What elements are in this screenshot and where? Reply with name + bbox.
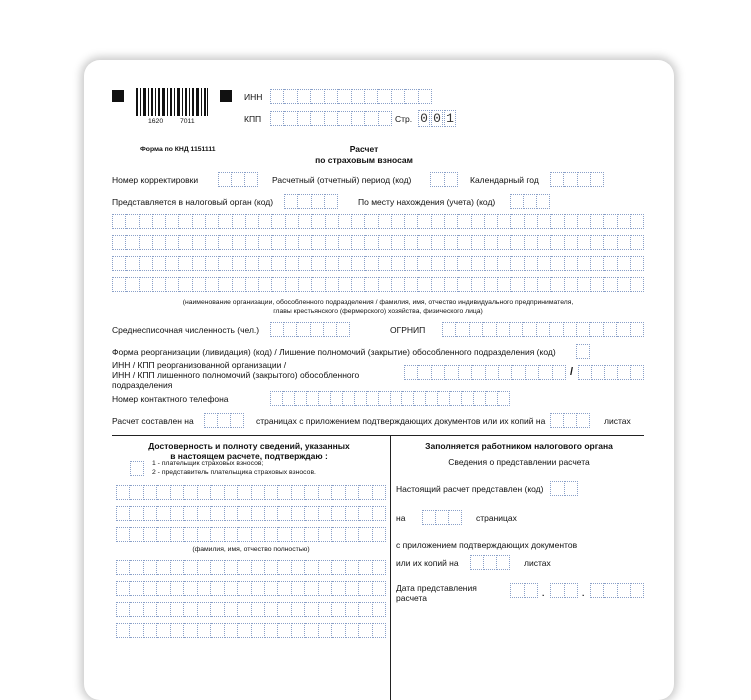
submitted-code-field[interactable]: [550, 481, 578, 496]
org-rep-row-1[interactable]: [116, 560, 386, 575]
reorg-slash: /: [570, 366, 574, 378]
registration-marker-right: [220, 90, 232, 102]
form-code: Форма по КНД 1151111: [140, 146, 216, 153]
page-digit-2: 0: [431, 110, 443, 127]
calendar-year-field[interactable]: [550, 172, 604, 187]
section-divider: [112, 435, 644, 436]
reorg-form-label: Форма реорганизации (ливидация) (код) / Лишение полномочий (закрытие) обособленного подразделения (код): [112, 347, 556, 357]
fio-row-1[interactable]: [116, 485, 386, 500]
composed-on-label: Расчет составлен на: [112, 416, 194, 426]
page-digit-1: 0: [418, 110, 430, 127]
form-sheet: [84, 60, 674, 700]
avg-headcount-field[interactable]: [270, 322, 350, 337]
phone-field[interactable]: [270, 391, 510, 406]
kpp-label: КПП: [244, 114, 262, 124]
date-month-field[interactable]: [550, 583, 578, 598]
barcode: [136, 88, 208, 116]
location-field[interactable]: [510, 194, 550, 209]
phone-label: Номер контактного телефона: [112, 394, 229, 404]
inn-label: ИНН: [244, 92, 263, 102]
confirm-title-line2: в настоящем расчете, подтверждаю :: [170, 451, 328, 461]
reporting-period-field[interactable]: [430, 172, 458, 187]
reporting-period-label: Расчетный (отчетный) период (код): [272, 175, 412, 185]
date-label-line1: Дата представления: [396, 583, 477, 593]
pages-label: страницах: [476, 513, 517, 523]
signer-option-1: 1 - плательщик страховых взносов;: [152, 460, 264, 467]
org-rep-row-4[interactable]: [116, 623, 386, 638]
sheets-label: листах: [604, 416, 631, 426]
date-label-line2: расчета: [396, 593, 428, 603]
tax-office-subtitle: Сведения о представлении расчета: [448, 457, 590, 467]
confirm-title-line1: Достоверность и полноту сведений, указанных: [148, 441, 350, 451]
page-label: Стр.: [395, 114, 413, 124]
barcode-number-right: 7011: [180, 118, 195, 125]
tax-sheets-label: листах: [524, 558, 551, 568]
correction-number-label: Номер корректировки: [112, 175, 199, 185]
tax-authority-field[interactable]: [284, 194, 338, 209]
fio-row-2[interactable]: [116, 506, 386, 521]
location-label: По месту нахождения (учета) (код): [358, 197, 496, 207]
kpp-field[interactable]: [270, 111, 392, 126]
tax-sheets-field[interactable]: [470, 555, 510, 570]
or-copies-label: или их копий на: [396, 558, 459, 568]
signer-type-field[interactable]: [130, 461, 144, 476]
fio-caption: (фамилия, имя, отчество полностью): [192, 546, 310, 553]
column-divider: [390, 435, 391, 700]
reorg-inn-label-line2: ИНН / КПП лишенного полномочий (закрытого) обособленного: [112, 370, 360, 380]
ogrnip-field[interactable]: [442, 322, 644, 337]
inn-field[interactable]: [270, 89, 432, 104]
composed-pages-field[interactable]: [204, 413, 244, 428]
ogrnip-label: ОГРНИП: [390, 325, 426, 335]
submitted-label: Настоящий расчет представлен (код): [396, 484, 544, 494]
org-name-caption-line2: главы крестьянского (фермерского) хозяйства, физического лица): [273, 308, 483, 315]
tax-pages-field[interactable]: [422, 510, 462, 525]
barcode-number-left: 1620: [148, 118, 164, 125]
reorg-inn-label-line3: подразделения: [112, 380, 173, 390]
with-docs-label: с приложением подтверждающих документов: [396, 540, 578, 550]
org-name-row-2[interactable]: [112, 235, 644, 250]
calendar-year-label: Календарный год: [470, 175, 539, 185]
date-year-field[interactable]: [590, 583, 644, 598]
reorg-inn-label-line1: ИНН / КПП реорганизованной организации /: [112, 360, 287, 370]
correction-number-field[interactable]: [218, 172, 258, 187]
date-day-field[interactable]: [510, 583, 538, 598]
form-title-line1: Расчет: [349, 144, 379, 154]
date-dot-2: .: [582, 588, 585, 598]
reorg-inn-field[interactable]: [404, 365, 566, 380]
org-name-caption-line1: (наименование организации, обособленного подразделения / фамилия, имя, отчество индивидуального предпринимателя,: [182, 299, 574, 306]
org-name-row-3[interactable]: [112, 256, 644, 271]
form-title-line2: по страховым взносам: [315, 155, 413, 165]
date-dot-1: .: [542, 588, 545, 598]
org-rep-row-3[interactable]: [116, 602, 386, 617]
composed-sheets-field[interactable]: [550, 413, 590, 428]
reorg-form-field[interactable]: [576, 344, 590, 359]
fio-row-3[interactable]: [116, 527, 386, 542]
page-digit-3: 1: [444, 110, 456, 127]
pages-with-docs-label: страницах с приложением подтверждающих документов или их копий на: [256, 416, 546, 426]
org-name-row-1[interactable]: [112, 214, 644, 229]
org-rep-row-2[interactable]: [116, 581, 386, 596]
org-name-row-4[interactable]: [112, 277, 644, 292]
tax-office-title: Заполняется работником налогового органа: [425, 441, 613, 451]
on-label: на: [396, 513, 406, 523]
registration-marker-left: [112, 90, 124, 102]
tax-authority-label: Представляется в налоговый орган (код): [112, 197, 274, 207]
reorg-kpp-field[interactable]: [578, 365, 644, 380]
signer-option-2: 2 - представитель плательщика страховых взносов.: [152, 469, 316, 476]
avg-headcount-label: Среднесписочная численность (чел.): [112, 325, 260, 335]
